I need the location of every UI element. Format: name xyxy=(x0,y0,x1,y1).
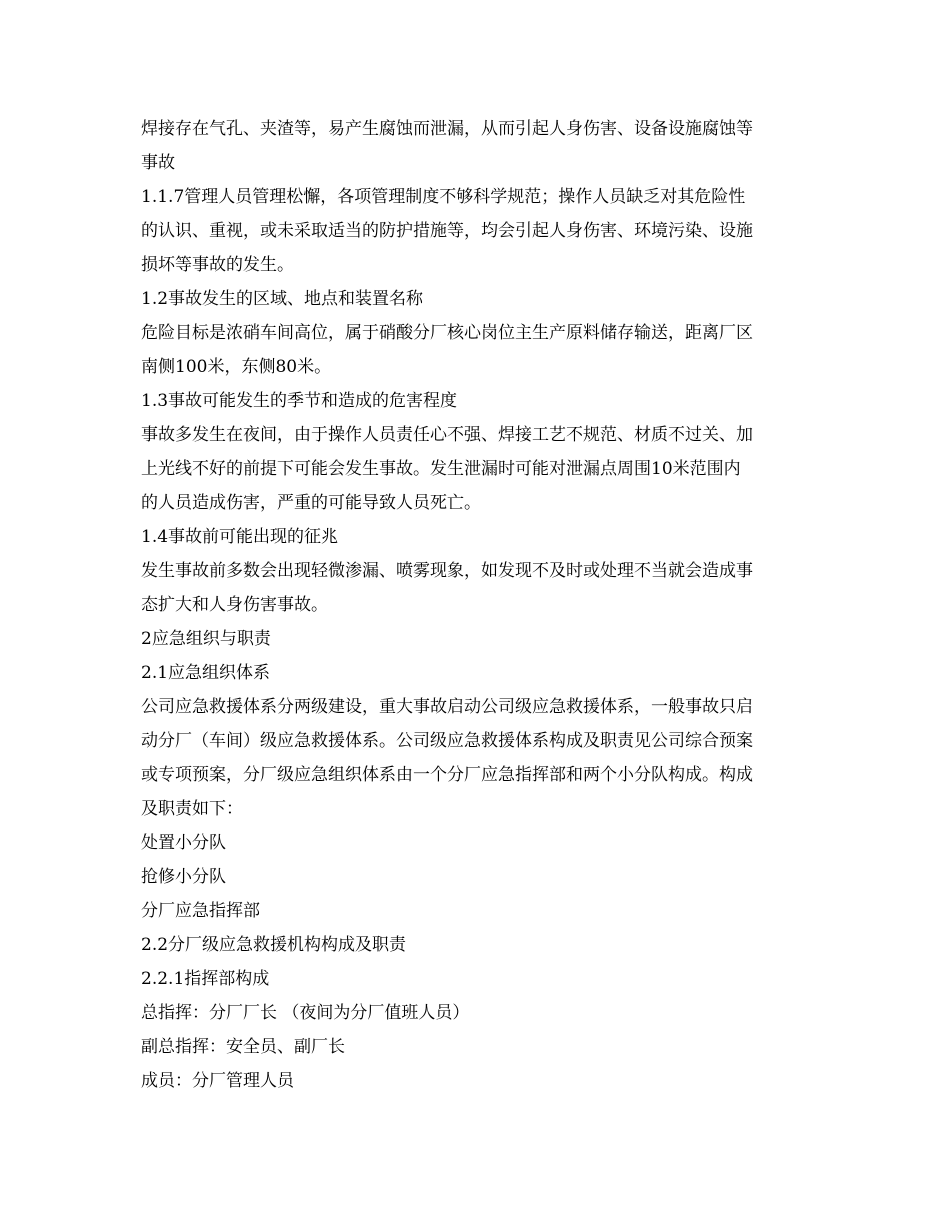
list-item: 分厂应急指挥部 xyxy=(141,901,260,921)
text-line: 及职责如下： xyxy=(141,799,243,819)
section-heading: 1.3事故可能发生的季节和造成的危害程度 xyxy=(141,391,458,411)
text-line: 上光线不好的前提下可能会发生事故。发生泄漏时可能对泄漏点周围10米范围内 xyxy=(141,459,741,479)
text-line: 1.1.7管理人员管理松懈，各项管理制度不够科学规范；操作人员缺乏对其危险性 xyxy=(141,187,746,207)
text-line: 的认识、重视，或未采取适当的防护措施等，均会引起人身伤害、环境污染、设施 xyxy=(141,221,753,241)
text-line: 动分厂（车间）级应急救援体系。公司级应急救援体系构成及职责见公司综合预案 xyxy=(141,731,753,751)
text-line: 成员：分厂管理人员 xyxy=(141,1071,294,1091)
text-line: 的人员造成伤害，严重的可能导致人员死亡。 xyxy=(141,493,481,513)
text-line: 总指挥：分厂厂长 （夜间为分厂值班人员） xyxy=(141,1003,470,1023)
text-line: 副总指挥：安全员、副厂长 xyxy=(141,1037,345,1057)
text-line: 或专项预案，分厂级应急组织体系由一个分厂应急指挥部和两个小分队构成。构成 xyxy=(141,765,753,785)
section-heading: 2.1应急组织体系 xyxy=(141,663,271,683)
text-line: 焊接存在气孔、夹渣等，易产生腐蚀而泄漏，从而引起人身伤害、设备设施腐蚀等 xyxy=(141,119,753,139)
list-item: 抢修小分队 xyxy=(141,867,226,887)
section-heading: 1.2事故发生的区域、地点和装置名称 xyxy=(141,289,424,309)
list-item: 处置小分队 xyxy=(141,833,226,853)
text-line: 发生事故前多数会出现轻微渗漏、喷雾现象，如发现不及时或处理不当就会造成事 xyxy=(141,561,753,581)
text-line: 损坏等事故的发生。 xyxy=(141,255,294,275)
document-page xyxy=(141,112,816,1098)
text-line: 公司应急救援体系分两级建设，重大事故启动公司级应急救援体系，一般事故只启 xyxy=(141,697,753,717)
text-line: 事故多发生在夜间，由于操作人员责任心不强、焊接工艺不规范、材质不过关、加 xyxy=(141,425,753,445)
section-heading: 2应急组织与职责 xyxy=(141,629,271,649)
section-heading: 2.2.1指挥部构成 xyxy=(141,969,270,989)
section-heading: 1.4事故前可能出现的征兆 xyxy=(141,527,339,547)
section-heading: 2.2分厂级应急救援机构构成及职责 xyxy=(141,935,407,955)
text-line: 态扩大和人身伤害事故。 xyxy=(141,595,328,615)
text-line: 事故 xyxy=(141,153,175,173)
text-line: 南侧100米，东侧80米。 xyxy=(141,357,332,377)
text-line: 危险目标是浓硝车间高位，属于硝酸分厂核心岗位主生产原料储存输送，距离厂区 xyxy=(141,323,753,343)
